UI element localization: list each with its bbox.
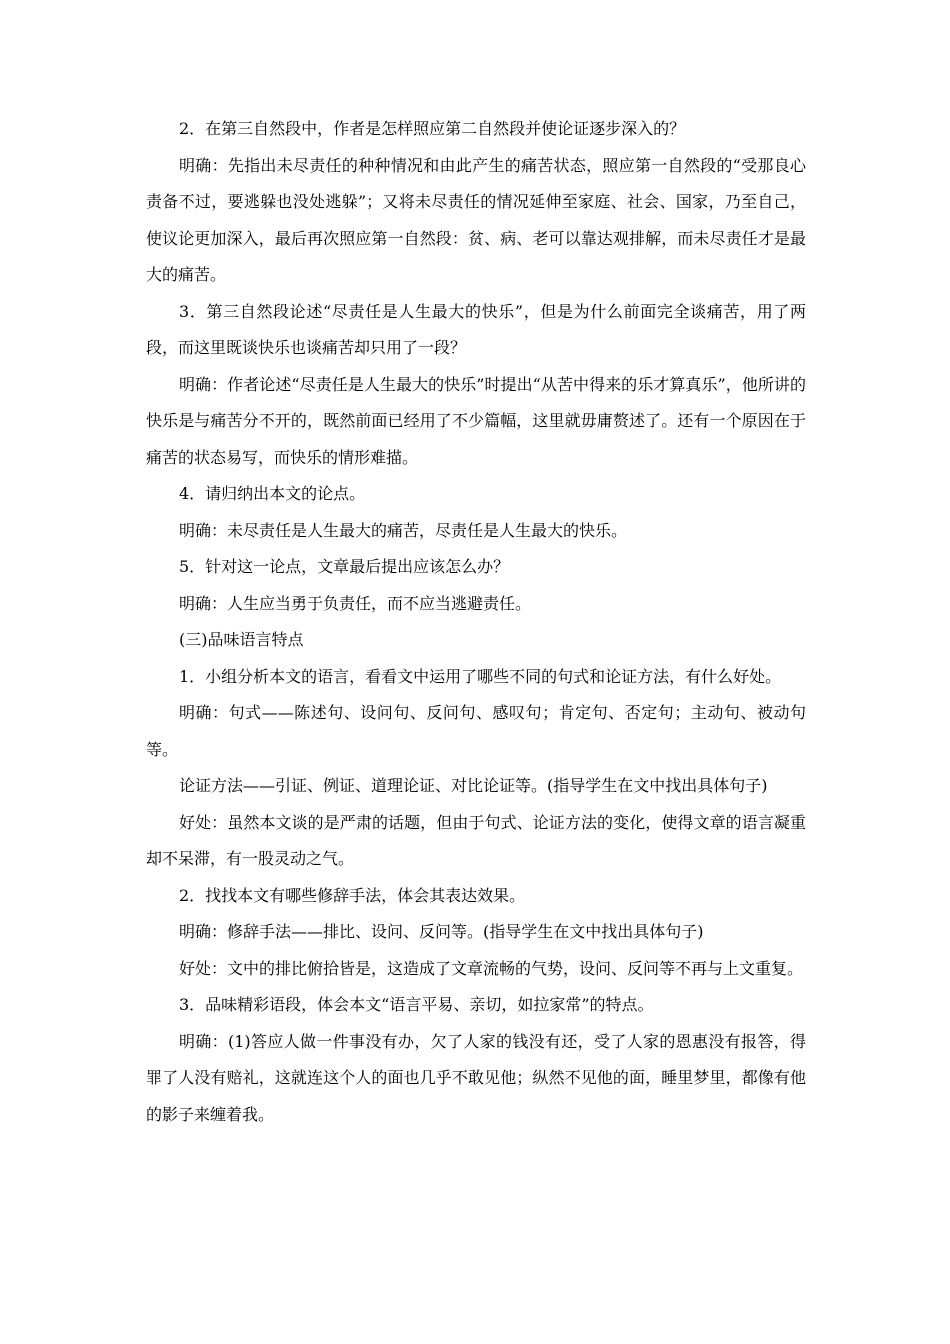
answer-4: 明确：未尽责任是人生最大的痛苦，尽责任是人生最大的快乐。 <box>179 520 628 540</box>
answer-2: 明确：先指出未尽责任的种种情况和由此产生的痛苦状态，照应第一自然段的“受那良心责备不过，要逃躲也没处逃躲”；又将未尽责任的情况延伸至家庭、社会、国家，乃至自己，使议论更加深入，最后再次照应第一自然段：贫、病、老可以靠达观排解，而未尽责任才是最大的痛苦。 <box>146 155 806 284</box>
question-2: 2．在第三自然段中，作者是怎样照应第二自然段并使论证逐步深入的？ <box>179 119 686 138</box>
answer-3: 明确：作者论述“尽责任是人生最大的快乐”时提出“从苦中得来的乐才算真乐”，他所讲的快乐是与痛苦分不开的，既然前面已经用了不少篇幅，这里就毋庸赘述了。还有一个原因在于痛苦的状态易写，而快乐的情形难描。 <box>146 374 806 467</box>
language-answer-1-sentences: 明确：句式——陈述句、设问句、反问句、感叹句；肯定句、否定句；主动句、被动句等。 <box>146 703 806 759</box>
language-question-3: 3．品味精彩语段，体会本文“语言平易、亲切，如拉家常”的特点。 <box>179 995 654 1014</box>
language-answer-2-benefit: 好处：文中的排比俯拾皆是，这造成了文章流畅的气势，设问、反问等不再与上文重复。 <box>179 958 804 978</box>
section-heading: (三)品味语言特点 <box>179 630 304 649</box>
answer-5: 明确：人生应当勇于负责任，而不应当逃避责任。 <box>179 593 532 613</box>
language-answer-2-rhetoric: 明确：修辞手法——排比、设问、反问等。(指导学生在文中找出具体句子) <box>179 922 704 941</box>
question-4: 4．请归纳出本文的论点。 <box>179 484 366 503</box>
language-answer-3: 明确：(1)答应人做一件事没有办，欠了人家的钱没有还，受了人家的恩惠没有报答，得罪了人没有赔礼，这就连这个人的面也几乎不敢见他；纵然不见他的面，睡里梦里，都像有他的影子来缠着我。 <box>146 1031 806 1124</box>
language-question-2: 2．找找本文有哪些修辞手法，体会其表达效果。 <box>179 885 526 905</box>
language-answer-1-methods: 论证方法——引证、例证、道理论证、对比论证等。(指导学生在文中找出具体句子) <box>179 776 768 795</box>
language-question-1: 1．小组分析本文的语言，看看文中运用了哪些不同的句式和论证方法，有什么好处。 <box>179 666 782 686</box>
question-3: 3．第三自然段论述“尽责任是人生最大的快乐”，但是为什么前面完全谈痛苦，用了两段，而这里既谈快乐也谈痛苦却只用了一段？ <box>146 301 806 357</box>
question-5: 5．针对这一论点，文章最后提出应该怎么办？ <box>179 557 510 576</box>
document-page <box>146 111 806 1133</box>
language-answer-1-benefit: 好处：虽然本文谈的是严肃的话题，但由于句式、论证方法的变化，使得文章的语言凝重却不呆滞，有一股灵动之气。 <box>146 812 806 868</box>
